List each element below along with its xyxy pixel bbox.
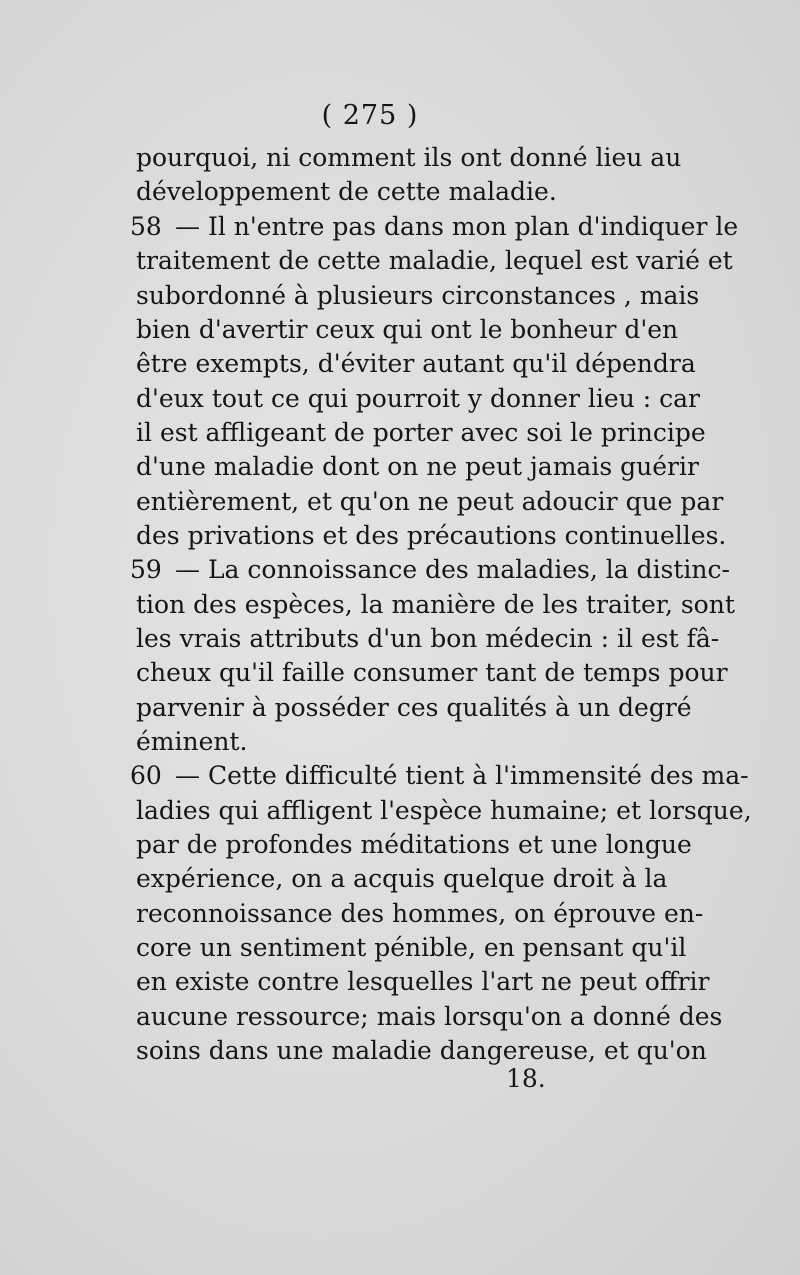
catchword: 18. <box>506 1064 546 1093</box>
page-number: ( 275 ) <box>321 100 419 131</box>
section-number-58: 58 <box>130 212 162 241</box>
text-line: reconnoissance des hommes, on éprouve en- <box>136 899 704 928</box>
text-line: développement de cette maladie. <box>136 177 557 206</box>
text-line: les vrais attributs d'un bon médecin : il est fâ- <box>136 624 720 653</box>
text-line: soins dans une maladie dangereuse, et qu'on <box>136 1036 707 1065</box>
text-line: — Cette difficulté tient à l'immensité des ma- <box>175 761 749 790</box>
text-line: ladies qui affligent l'espèce humaine; et lorsque, <box>136 796 752 825</box>
section-number-59: 59 <box>130 555 162 584</box>
text-line: être exempts, d'éviter autant qu'il dépendra <box>136 349 696 378</box>
text-line: d'une maladie dont on ne peut jamais guérir <box>136 452 699 481</box>
text-line: entièrement, et qu'on ne peut adoucir que par <box>136 487 724 516</box>
section-number-60: 60 <box>130 761 162 790</box>
text-line: traitement de cette maladie, lequel est varié et <box>136 246 733 275</box>
text-line: cheux qu'il faille consumer tant de temps pour <box>136 658 728 687</box>
text-line: aucune ressource; mais lorsqu'on a donné des <box>136 1002 723 1031</box>
text-line: parvenir à posséder ces qualités à un degré <box>136 693 692 722</box>
text-line: tion des espèces, la manière de les traiter, sont <box>136 590 735 619</box>
text-line: éminent. <box>136 727 248 756</box>
text-line: des privations et des précautions continuelles. <box>136 521 727 550</box>
text-line: il est affligeant de porter avec soi le principe <box>136 418 706 447</box>
text-line: en existe contre lesquelles l'art ne peut offrir <box>136 967 710 996</box>
text-line: par de profondes méditations et une longue <box>136 830 692 859</box>
text-line: pourquoi, ni comment ils ont donné lieu au <box>136 143 682 172</box>
text-line: bien d'avertir ceux qui ont le bonheur d'en <box>136 315 679 344</box>
text-line: — Il n'entre pas dans mon plan d'indiquer le <box>175 212 739 241</box>
text-line: core un sentiment pénible, en pensant qu'il <box>136 933 687 962</box>
text-line: d'eux tout ce qui pourroit y donner lieu : car <box>136 384 700 413</box>
text-line: subordonné à plusieurs circonstances , mais <box>136 281 700 310</box>
text-line: — La connoissance des maladies, la distinc- <box>175 555 730 584</box>
text-line: expérience, on a acquis quelque droit à la <box>136 864 668 893</box>
